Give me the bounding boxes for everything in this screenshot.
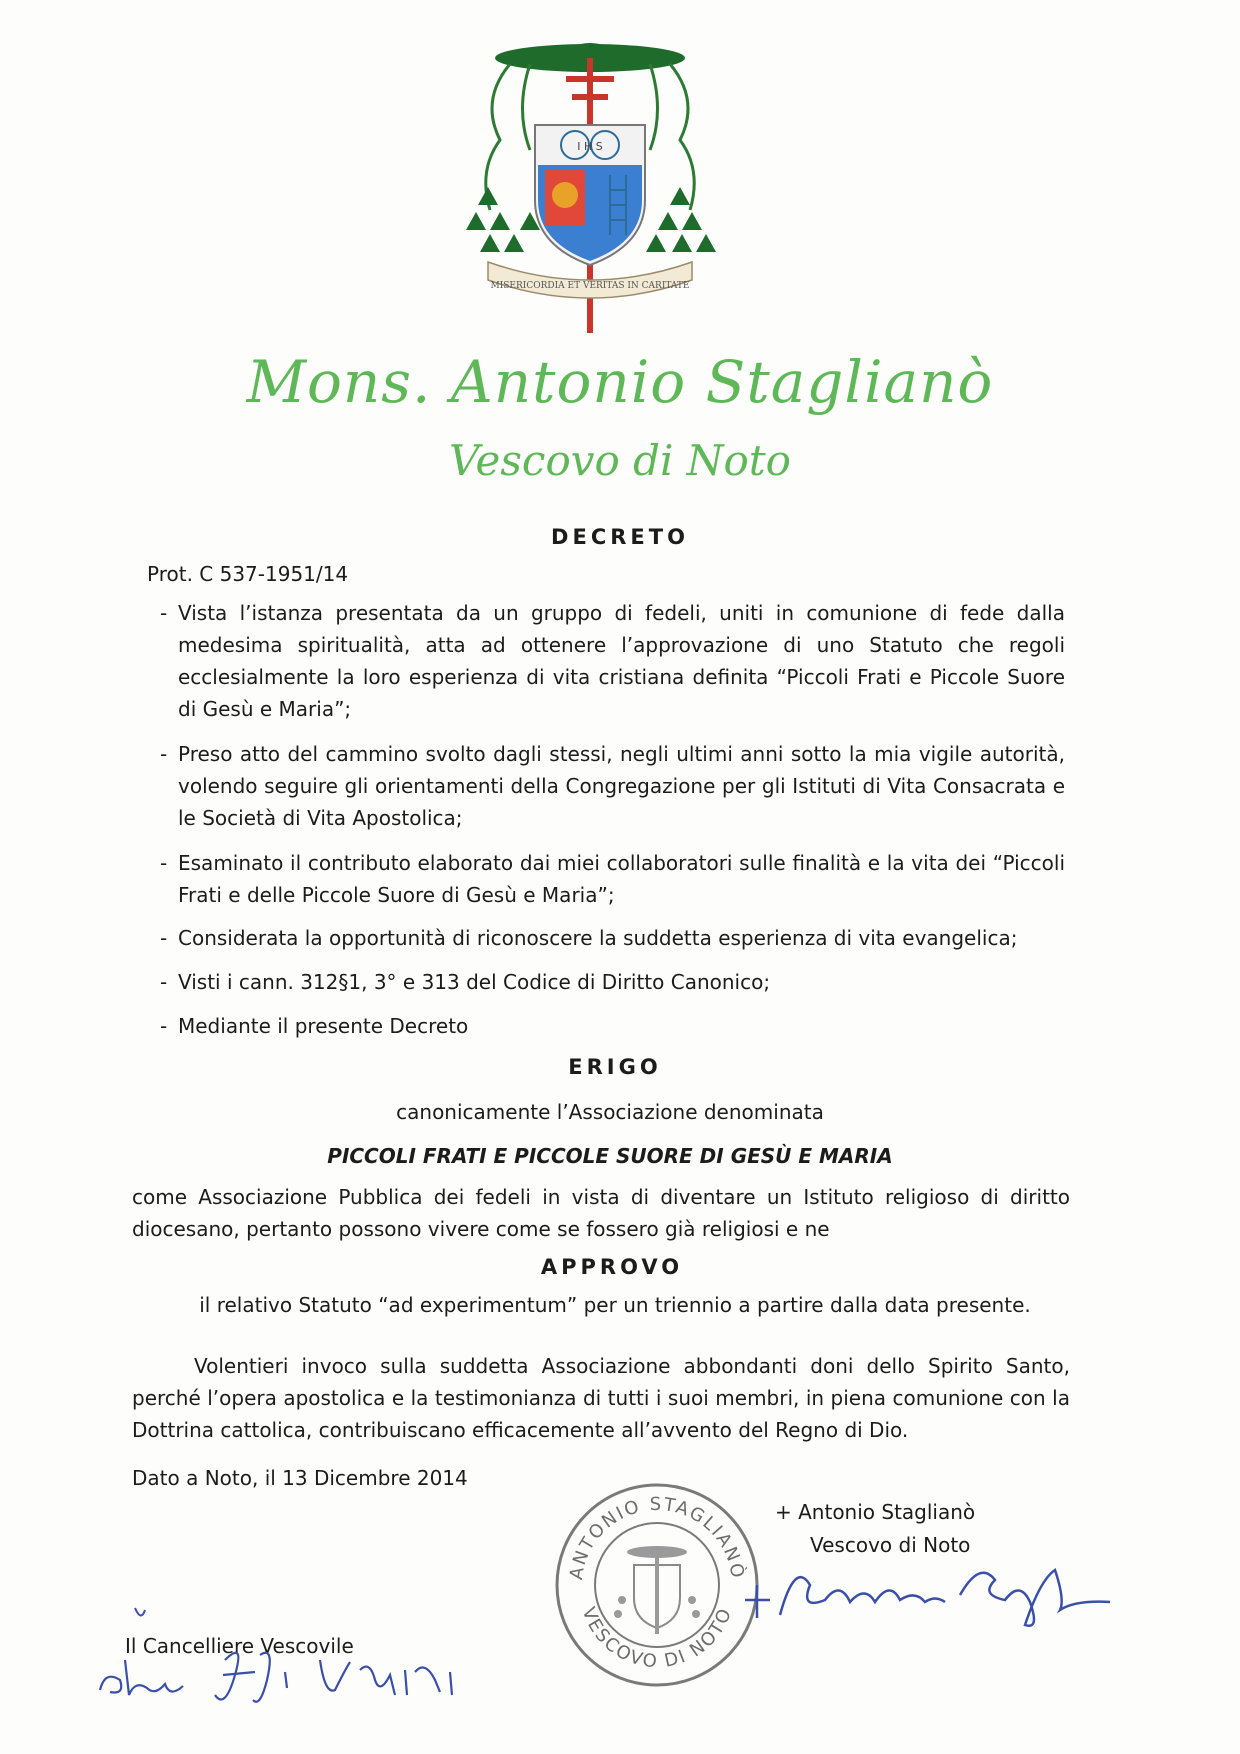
chancellor-title: Il Cancelliere Vescovile [125,1634,354,1658]
letterhead-name: Mons. Antonio Staglianò [246,348,994,416]
list-item-text: Esaminato il contributo elaborato dai miei collaboratori sulle finalità e la vita dei “Piccoli Frati e delle Piccole Suore di Gesù e Maria”; [178,851,1065,907]
list-item [160,738,1065,834]
bishop-title: Vescovo di Noto [810,1533,971,1557]
list-item [160,1010,1065,1042]
erigo-heading: ERIGO [568,1055,662,1079]
erigo-line: canonicamente l’Associazione denominata [396,1100,824,1124]
seal-text-bottom: VESCOVO DI NOTO [577,1604,737,1673]
coat-of-arms-emblem [460,30,720,340]
list-dash: - [160,1014,168,1038]
association-name: PICCOLI FRATI E PICCOLE SUORE DI GESÙ E MARIA [327,1144,893,1168]
approvo-line: il relativo Statuto “ad experimentum” per un triennio a partire dalla data presente. [199,1293,1031,1317]
date-line: Dato a Noto, il 13 Dicembre 2014 [132,1466,468,1490]
list-item [160,847,1065,911]
association-line: come Associazione Pubblica dei fedeli in vista di diventare un Istituto religioso di diritto diocesano, pertanto possono vivere come se fossero già religiosi e ne [132,1185,1070,1241]
seal-text-top: ANTONIO STAGLIANÒ [565,1493,749,1582]
list-item-text: Preso atto del cammino svolto dagli stessi, negli ultimi anni sotto la mia vigile autorità, volendo seguire gli orientamenti della Congregazione per gli Istituti di Vita Consacrata e le Società di Vita Apostolica; [178,742,1065,830]
episcopal-seal [552,1480,762,1690]
decree-title: DECRETO [551,525,689,549]
list-item-text: Mediante il presente Decreto [178,1014,469,1038]
bishop-name: + Antonio Staglianò [775,1500,976,1524]
list-dash: - [160,601,168,625]
list-item-text: Visti i cann. 312§1, 3° e 313 del Codice di Diritto Canonico; [178,970,771,994]
list-item-text: Vista l’istanza presentata da un gruppo di fedeli, uniti in comunione di fede dalla medesima spiritualità, atta ad ottenere l’approvazione di uno Statuto che regoli ecclesialmente la loro esperienza di vita cristiana definita “Piccoli Frati e Piccole Suore di Gesù e Maria”; [178,601,1065,721]
blessing-paragraph: Volentieri invoco sulla suddetta Associazione abbondanti doni dello Spirito Santo, perché l’opera apostolica e la testimonianza di tutti i suoi membri, in piena comunione con la Dottrina cattolica, contribuiscano efficacemente all’avvento del Regno di Dio. [132,1354,1070,1442]
motto-text: MISERICORDIA ET VERITAS IN CARITATE [490,281,690,291]
chancellor-signature [95,1600,475,1710]
list-dash: - [160,926,168,950]
monogram-text: I H S [577,140,603,153]
list-item [160,597,1065,725]
protocol-number: Prot. C 537-1951/14 [147,562,349,586]
list-item [160,922,1065,954]
list-item [160,966,1065,998]
bishop-signature [740,1540,1120,1630]
list-dash: - [160,742,168,766]
letterhead-subtitle: Vescovo di Noto [449,436,791,485]
list-dash: - [160,970,168,994]
list-item-text: Considerata la opportunità di riconoscere la suddetta esperienza di vita evangelica; [178,926,1018,950]
approvo-heading: APPROVO [540,1255,684,1279]
list-dash: - [160,851,168,875]
